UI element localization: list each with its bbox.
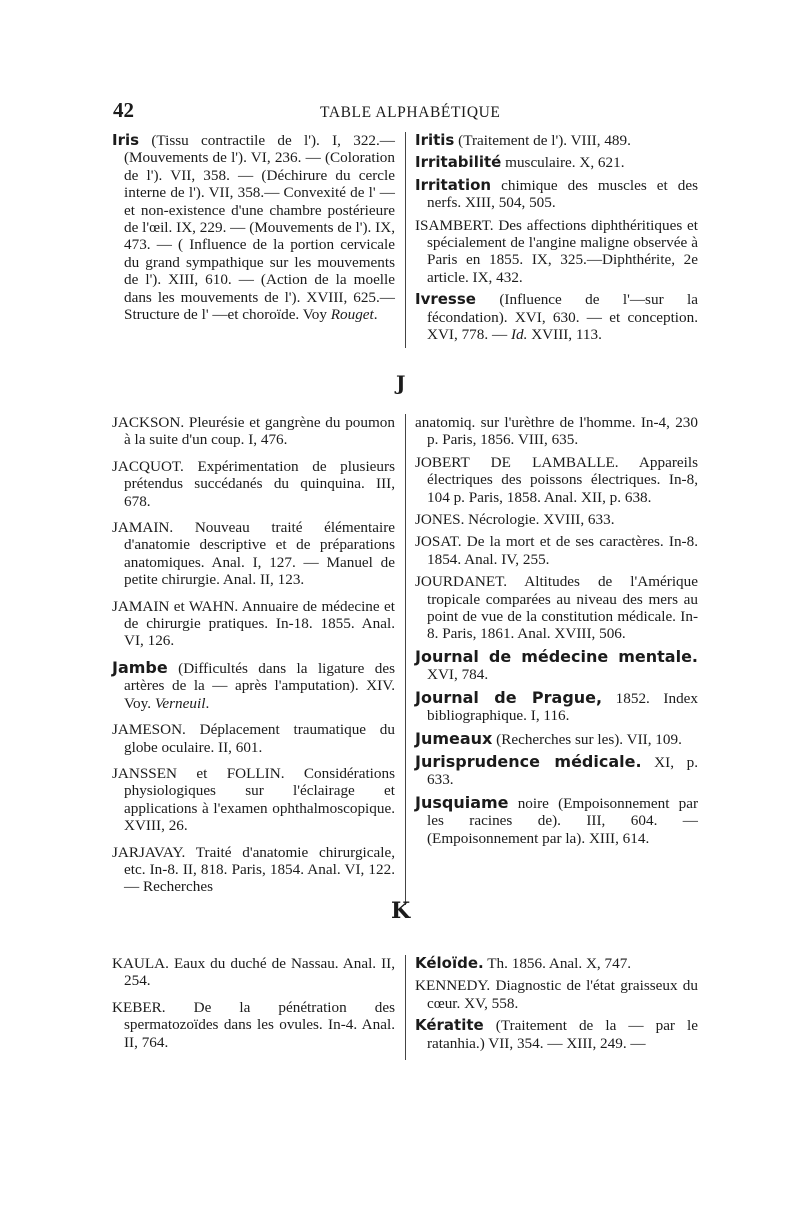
section-letter-k: K [391, 898, 411, 924]
index-entry: JOURDANET. Altitudes de l'Amérique tropicale comparées au niveau des mers au point de vue de la constitution médicale. In-8. Paris, 1861. Anal. XVIII, 506. [415, 573, 698, 643]
section-i-right-column [415, 132, 698, 348]
index-entry: JOSAT. De la mort et de ses caractères. In-8. 1854. Anal. IV, 255. [415, 533, 698, 568]
index-entry: Journal de médecine mentale. XVI, 784. [415, 646, 698, 684]
index-entry: JACKSON. Pleurésie et gangrène du poumon à la suite d'un coup. I, 476. [112, 414, 395, 449]
index-entry: JAMESON. Déplacement traumatique du globe oculaire. II, 601. [112, 721, 395, 756]
section-i [112, 132, 698, 348]
index-entry: Jusquiame noire (Empoisonnement par les racines de). III, 604. — (Empoisonnement par la). XIII, 614. [415, 792, 698, 847]
column-divider [405, 955, 406, 1060]
index-entry: JAMAIN. Nouveau traité élémentaire d'anatomie descriptive et de préparations anatomiques. Anal. I, 127. — Manuel de petite chirurgie. Anal. II, 123. [112, 519, 395, 589]
section-i-left-column [112, 132, 395, 348]
index-entry: Irritabilité musculaire. X, 621. [415, 153, 625, 172]
index-entry: JANSSEN et FOLLIN. Considérations physiologiques sur l'éclairage et applications à l'examen ophthalmoscopique. XVIII, 26. [112, 764, 395, 835]
section-letter-j: J [396, 371, 406, 395]
index-entry: JACQUOT. Expérimentation de plusieurs prétendus succédanés du quinquina. III, 678. [112, 457, 395, 510]
section-j [112, 414, 698, 905]
index-entry: Jurisprudence médicale. XI, p. 633. [415, 751, 699, 789]
column-divider [405, 414, 406, 905]
index-entry: JARJAVAY. Traité d'anatomie chirurgicale, etc. In-8. II, 818. Paris, 1854. Anal. VI, 122. — Recherches [112, 843, 395, 896]
index-entry: JAMAIN et WAHN. Annuaire de médecine et de chirurgie pratiques. In-18. 1855. Anal. VI, 126. [112, 597, 395, 650]
section-j-left-column [112, 414, 395, 905]
index-entry: Iritis (Traitement de l'). VIII, 489. [415, 131, 631, 149]
running-title: TABLE ALPHABÉTIQUE [320, 104, 501, 121]
index-entry: KENNEDY. Diagnostic de l'état graisseux du cœur. XV, 558. [415, 977, 698, 1012]
index-entry: JOBERT DE LAMBALLE. Appareils électriques des poissons électriques. In-8, 104 p. Paris, 1858. Anal. XII, p. 638. [415, 453, 698, 506]
index-entry: KAULA. Eaux du duché de Nassau. Anal. II, 254. [112, 955, 395, 990]
section-k-right-column [415, 955, 698, 1060]
index-entry: Iris (Tissu contractile de l'). I, 322.— (Mouvements de l'). VI, 236. — (Coloration de l'). VII, 358. — (Déchirure du cercle interne de l'). VII, 358.— Convexité de l' — et non-existence d'une chambre postérieure de l'œil. IX, 229. — (Mouvements de l'). IX, 473. — ( Influence de la portion cervicale du grand sympathique sur les mouvements de l'). XIII, 610. — (Action de la moelle dans les mouvements de l'). XVIII, 625.— Structure de l' —et choroïde. Voy Rouget. [112, 131, 395, 324]
index-entry: Jumeaux (Recherches sur les). VII, 109. [415, 728, 682, 748]
section-j-right-column [415, 414, 698, 905]
column-divider [405, 132, 406, 348]
index-entry: Irritation chimique des muscles et des nerfs. XIII, 504, 505. [415, 175, 698, 212]
index-entry: KEBER. De la pénétration des spermatozoïdes dans les ovules. In-4. Anal. II, 764. [112, 998, 395, 1051]
index-entry: Ivresse (Influence de l'—sur la fécondation). XVI, 630. — et conception. XVI, 778. — Id. XVIII, 113. [415, 290, 698, 344]
index-entry: ISAMBERT. Des affections diphthéritiques et spécialement de l'angine maligne observée à Paris en 1855. IX, 325.—Diphthérite, 2e article. IX, 432. [415, 216, 698, 286]
section-k-left-column [112, 955, 395, 1060]
index-entry: JONES. Nécrologie. XVIII, 633. [415, 511, 615, 529]
index-entry: Journal de Prague, 1852. Index bibliographique. I, 116. [415, 687, 698, 725]
index-entry: Kératite (Traitement de la — par le ratanhia.) VII, 354. — XIII, 249. — [415, 1016, 698, 1052]
index-entry: Jambe (Difficultés dans la ligature des artères de la — après l'amputation). XIV. Voy. Verneuil. [112, 657, 395, 712]
index-entry: Kéloïde. Th. 1856. Anal. X, 747. [415, 954, 632, 972]
page-number: 42 [113, 98, 134, 122]
index-entry: anatomiq. sur l'urèthre de l'homme. In-4, 230 p. Paris, 1856. VIII, 635. [415, 414, 698, 449]
section-k [112, 955, 698, 1060]
